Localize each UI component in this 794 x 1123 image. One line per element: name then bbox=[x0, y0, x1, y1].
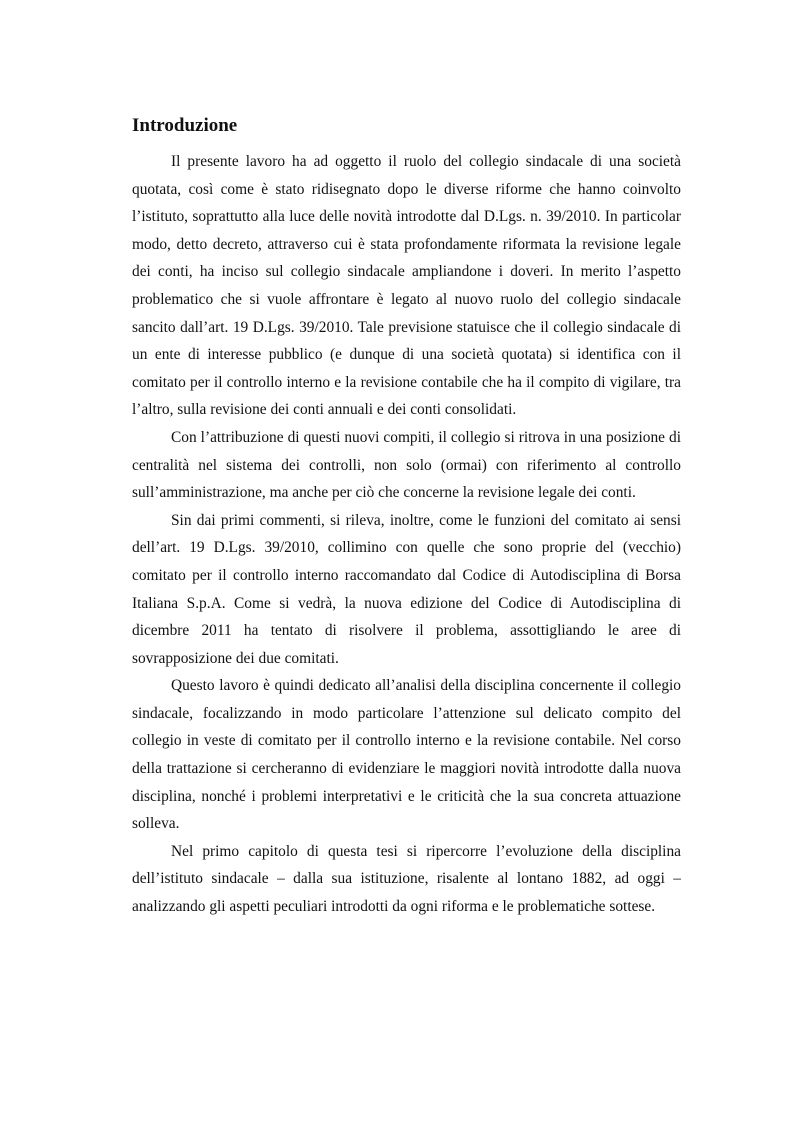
paragraph-3: Sin dai primi commenti, si rileva, inoltre, come le funzioni del comitato ai sensi dell’art. 19 D.Lgs. 39/2010, collimino con quelle che sono proprie del (vecchio) comitato per il controllo interno raccomandato dal Codice di Autodisciplina di Borsa Italiana S.p.A. Come si vedrà, la nuova edizione del Codice di Autodisciplina di dicembre 2011 ha tentato di risolvere il problema, assottigliando le aree di sovrapposizione dei due comitati. bbox=[132, 511, 681, 667]
paragraph-4: Questo lavoro è quindi dedicato all’analisi della disciplina concernente il collegio sindacale, focalizzando in modo particolare l’attenzione sul delicato compito del collegio in veste di comitato per il controllo interno e la revisione contabile. Nel corso della trattazione si cercheranno di evidenziare le maggiori novità introdotte dalla nuova disciplina, nonché i problemi interpretativi e le criticità che la sua concreta attuazione solleva. bbox=[132, 677, 681, 833]
paragraph-5: Nel primo capitolo di questa tesi si ripercorre l’evoluzione della disciplina dell’istituto sindacale – dalla sua istituzione, risalente al lontano 1882, ad oggi – analizzando gli aspetti peculiari introdotti da ogni riforma e le problematiche sottese. bbox=[132, 842, 681, 916]
paragraph-2: Con l’attribuzione di questi nuovi compiti, il collegio si ritrova in una posizione di centralità nel sistema dei controlli, non solo (ormai) con riferimento al controllo sull’amministrazione, ma anche per ciò che concerne la revisione legale dei conti. bbox=[132, 428, 681, 502]
document-body bbox=[132, 114, 681, 921]
section-heading: Introduzione bbox=[132, 115, 238, 136]
paragraph-1: Il presente lavoro ha ad oggetto il ruolo del collegio sindacale di una società quotata, così come è stato ridisegnato dopo le diverse riforme che hanno coinvolto l’istituto, soprattutto alla luce delle novità introdotte dal D.Lgs. n. 39/2010. In particolar modo, detto decreto, attraverso cui è stata profondamente riformata la revisione legale dei conti, ha inciso sul collegio sindacale ampliandone i doveri. In merito l’aspetto problematico che si vuole affrontare è legato al nuovo ruolo del collegio sindacale sancito dall’art. 19 D.Lgs. 39/2010. Tale previsione statuisce che il collegio sindacale di un ente di interesse pubblico (e dunque di una società quotata) si identifica con il comitato per il controllo interno e la revisione contabile che ha il compito di vigilare, tra l’altro, sulla revisione dei conti annuali e dei conti consolidati. bbox=[132, 153, 681, 419]
